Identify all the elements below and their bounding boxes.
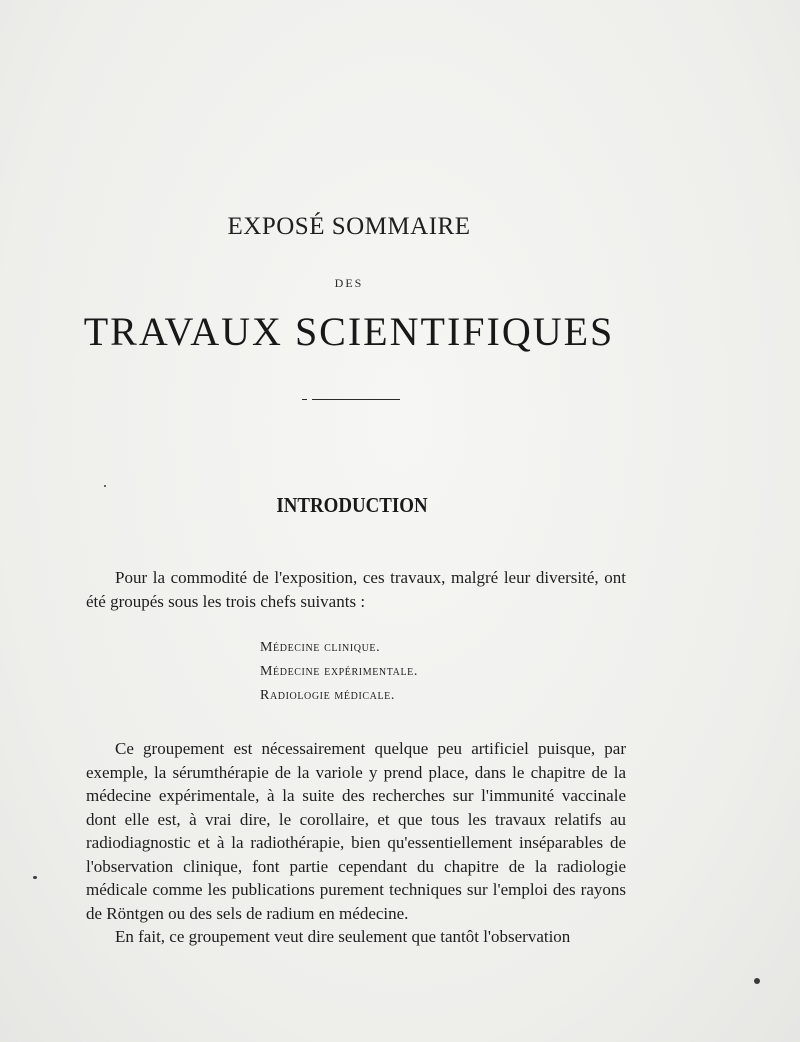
scan-speck [33, 876, 37, 879]
category-list [260, 636, 418, 708]
category-item: Médecine expérimentale. [260, 664, 418, 679]
title-rule [312, 399, 400, 400]
intro-text: Pour la commodité de l'exposition, ces travaux, malgré leur diversité, ont été groupés sous les trois chefs suivants : [86, 568, 626, 611]
body-paragraph-2: En fait, ce groupement veut dire seulement que tantôt l'observation [115, 927, 571, 946]
intro-paragraph [86, 566, 626, 613]
body-text [86, 737, 626, 949]
category-item: Radiologie médicale. [260, 688, 395, 703]
category-item: Médecine clinique. [260, 640, 381, 655]
scan-speck [754, 978, 760, 984]
title-line-1: EXPOSÉ SOMMAIRE [227, 213, 471, 240]
scan-speck [104, 485, 106, 487]
section-heading: INTRODUCTION [276, 493, 428, 517]
title-connector: DES [334, 276, 364, 290]
body-paragraph-1: Ce groupement est nécessairement quelque peu artificiel puisque, par exemple, la sérumthérapie de la variole y prend place, dans le chapitre de la médecine expérimentale, à la suite des recherches sur l'immunité vaccinale dont elle est, à vrai dire, le corollaire, et que tous les travaux relatifs au radiodiagnostic et à la radiothérapie, bien qu'essentiellement inséparables de l'observation clinique, font partie cependant du chapitre de la radiologie médicale comme les publications purement techniques sur l'emploi des rayons de Röntgen ou des sels de radium en médecine. [86, 739, 626, 923]
title-line-2: TRAVAUX SCIENTIFIQUES [83, 309, 615, 354]
ornament-dash [302, 399, 307, 400]
